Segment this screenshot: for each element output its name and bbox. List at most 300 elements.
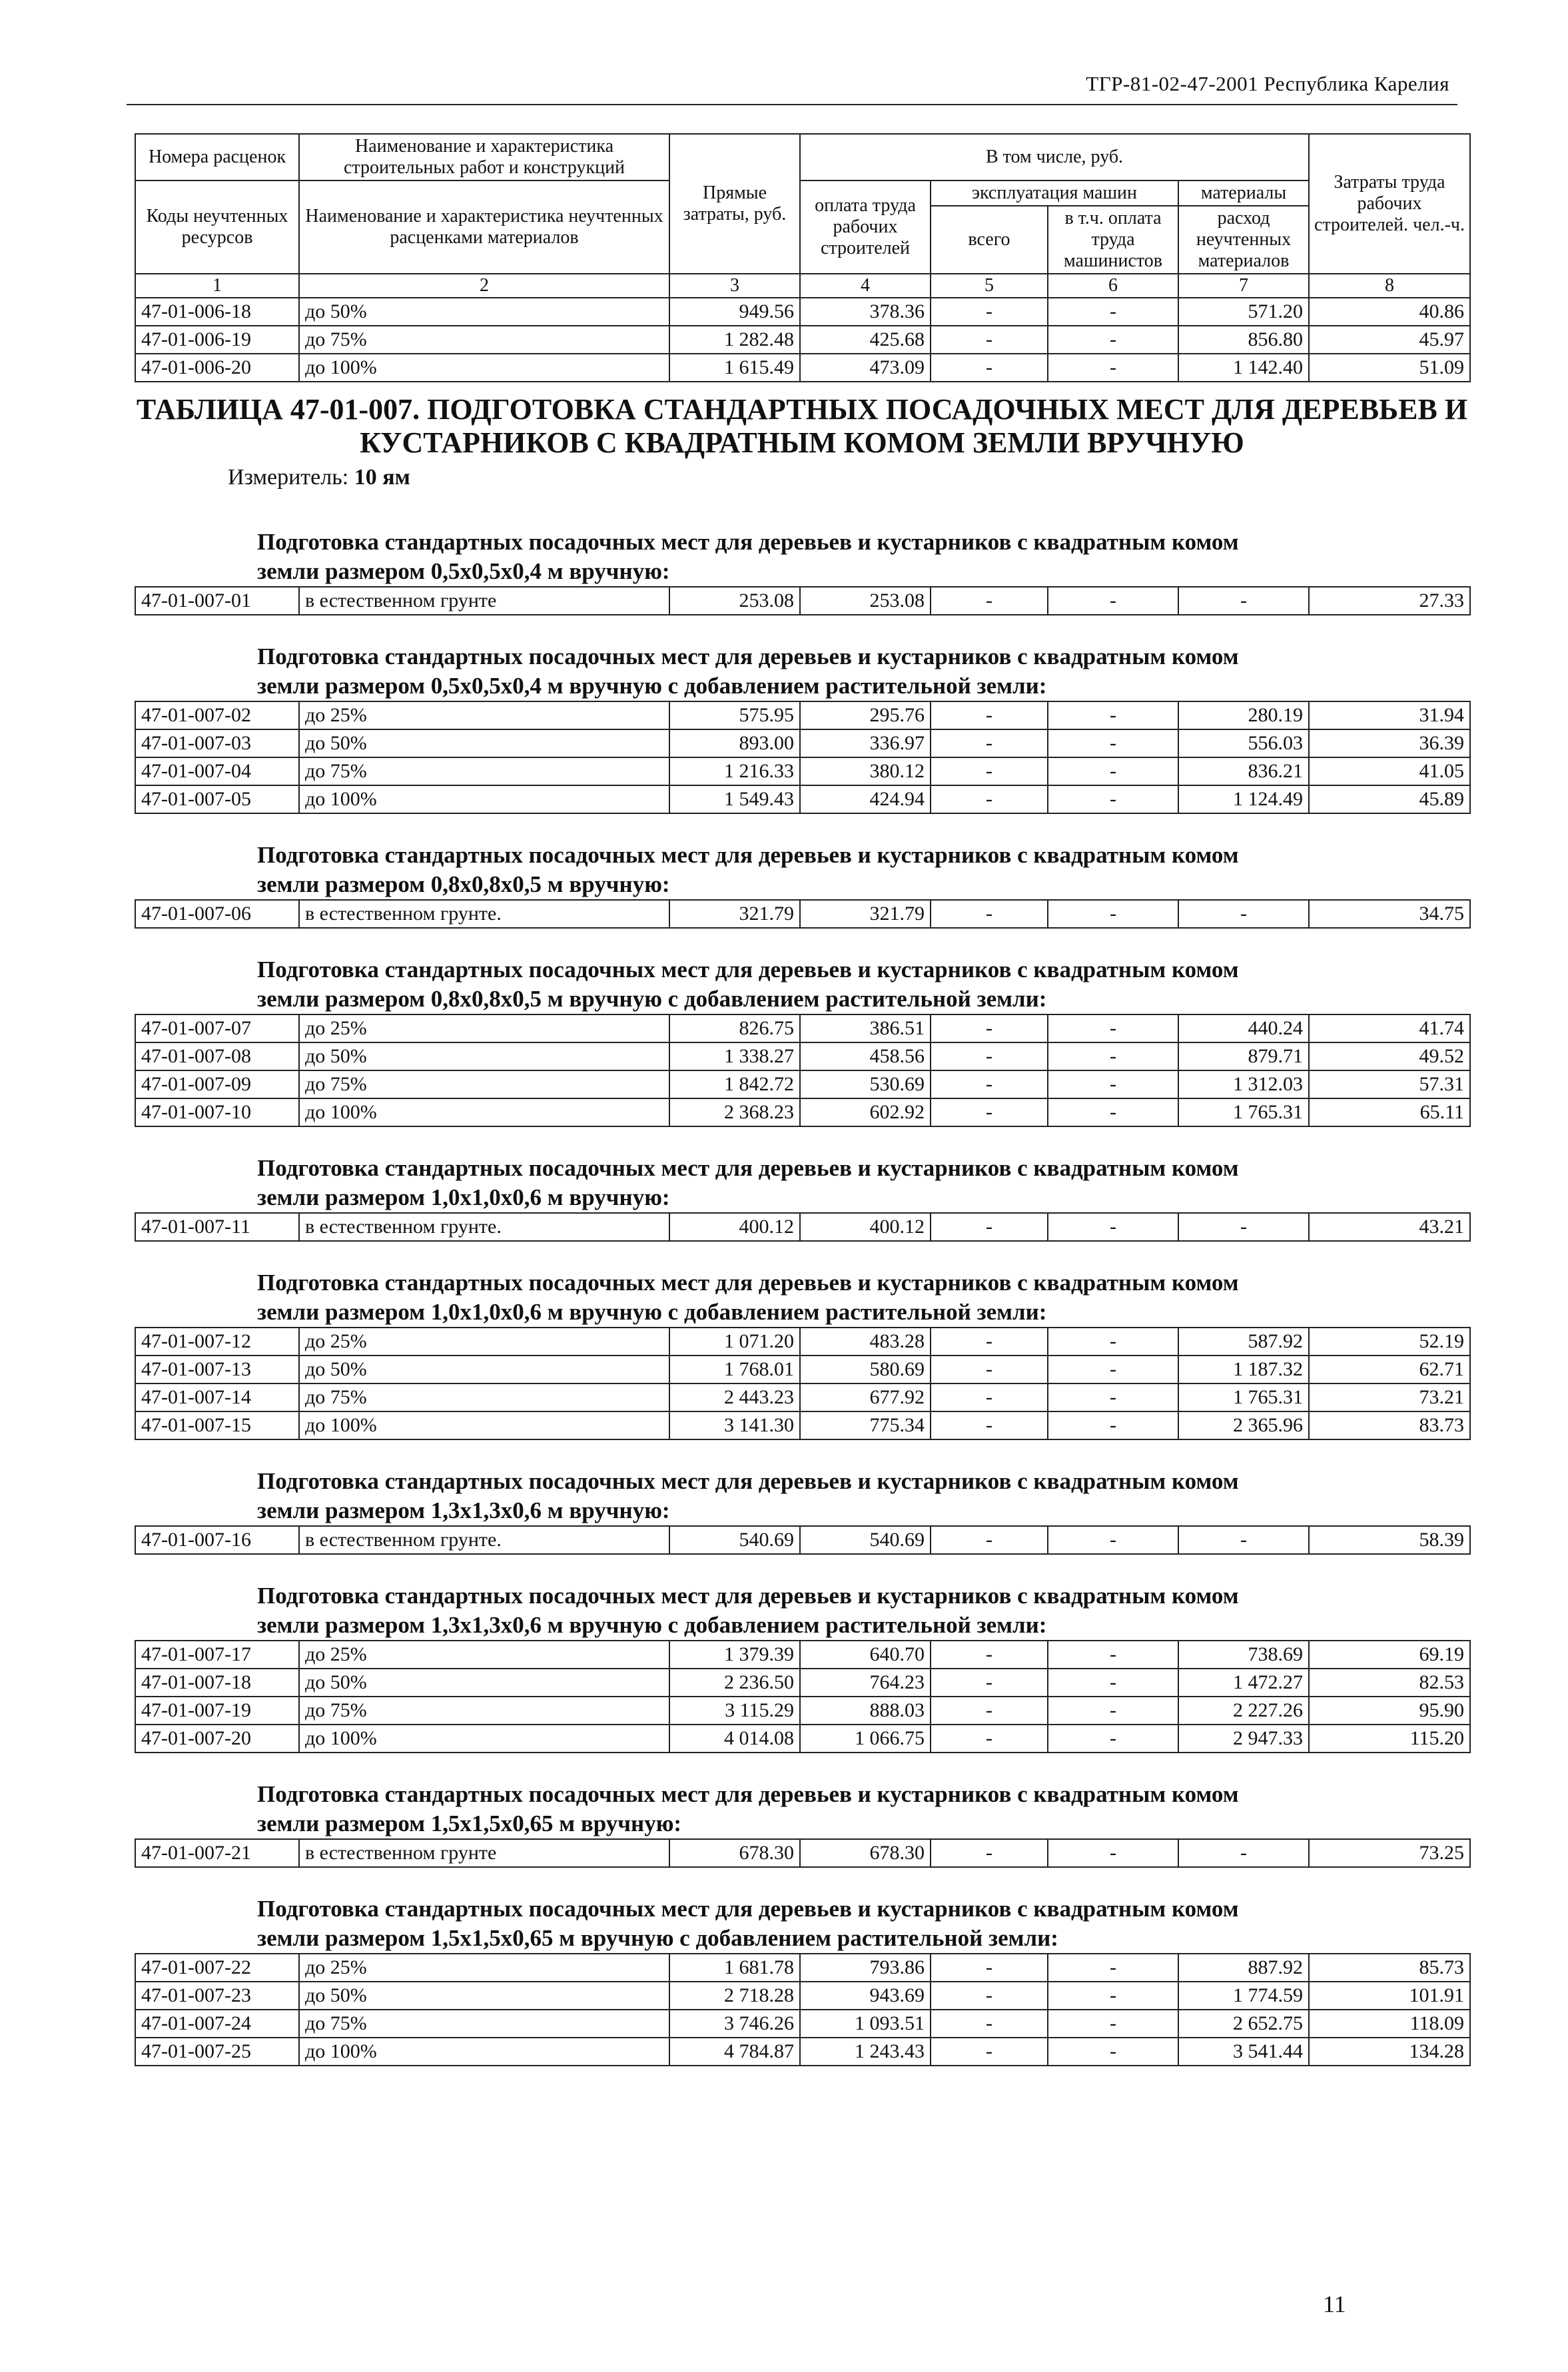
section-title (135, 814, 1469, 899)
row-direct: 1 549.43 (669, 785, 800, 813)
row-name: до 25% (299, 1014, 669, 1042)
row-labor-pay: 380.12 (800, 757, 931, 785)
table-row (135, 1070, 1470, 1098)
table-row (135, 1954, 1470, 1982)
row-direct: 826.75 (669, 1014, 800, 1042)
row-code: 47-01-007-14 (135, 1384, 299, 1411)
row-materials: 1 774.59 (1178, 1982, 1309, 2010)
row-machines-total: - (931, 1098, 1048, 1126)
row-direct: 4 014.08 (669, 1725, 800, 1753)
header-table (135, 133, 1471, 382)
row-code: 47-01-007-02 (135, 701, 299, 729)
table-row (135, 298, 1470, 326)
row-machines-total: - (931, 326, 1048, 354)
row-machines-total: - (931, 1042, 1048, 1070)
row-machines-operators: - (1048, 1014, 1178, 1042)
row-labor: 85.73 (1309, 1954, 1470, 1982)
row-materials: 879.71 (1178, 1042, 1309, 1070)
row-materials: 3 541.44 (1178, 2038, 1309, 2066)
row-name: до 50% (299, 729, 669, 757)
row-machines-total: - (931, 354, 1048, 382)
row-materials: - (1178, 1213, 1309, 1241)
row-materials: 587.92 (1178, 1328, 1309, 1356)
row-labor: 82.53 (1309, 1669, 1470, 1697)
row-machines-total: - (931, 1982, 1048, 2010)
measure (228, 465, 1469, 490)
row-labor-pay: 1 243.43 (800, 2038, 931, 2066)
row-labor: 36.39 (1309, 729, 1470, 757)
row-materials: 1 765.31 (1178, 1098, 1309, 1126)
row-labor-pay: 943.69 (800, 1982, 931, 2010)
section-title (135, 929, 1469, 1014)
row-labor: 115.20 (1309, 1725, 1470, 1753)
row-labor: 69.19 (1309, 1641, 1470, 1669)
row-machines-total: - (931, 2010, 1048, 2038)
rate-sheet (135, 133, 1469, 2066)
row-labor: 57.31 (1309, 1070, 1470, 1098)
row-code: 47-01-007-09 (135, 1070, 299, 1098)
row-name: до 100% (299, 1098, 669, 1126)
row-labor-pay: 530.69 (800, 1070, 931, 1098)
row-machines-total: - (931, 1954, 1048, 1982)
row-direct: 949.56 (669, 298, 800, 326)
row-name: до 50% (299, 1669, 669, 1697)
row-labor-pay: 640.70 (800, 1641, 931, 1669)
section-title-line1: Подготовка стандартных посадочных мест для деревьев и кустарников с квадратным комом (257, 842, 1239, 868)
section-table (135, 1640, 1471, 1753)
row-machines-total: - (931, 1697, 1048, 1725)
row-machines-operators: - (1048, 1356, 1178, 1384)
row-labor-pay: 678.30 (800, 1839, 931, 1867)
row-direct: 1 338.27 (669, 1042, 800, 1070)
row-code: 47-01-006-18 (135, 298, 299, 326)
row-code: 47-01-007-06 (135, 900, 299, 928)
row-name: до 25% (299, 1328, 669, 1356)
section-title-line2: земли размером 0,8х0,8х0,5 м вручную: (257, 871, 670, 897)
col-machines: эксплуатация машин (931, 181, 1178, 206)
row-name: до 75% (299, 1697, 669, 1725)
row-code: 47-01-007-12 (135, 1328, 299, 1356)
row-name: до 75% (299, 2010, 669, 2038)
section-table (135, 1327, 1471, 1440)
col-code-bottom: Коды неучтенных ресурсов (135, 181, 299, 274)
row-code: 47-01-007-01 (135, 587, 299, 615)
table-row (135, 1982, 1470, 2010)
row-machines-operators: - (1048, 587, 1178, 615)
row-labor-pay: 764.23 (800, 1669, 931, 1697)
table-title-line1: ТАБЛИЦА 47-01-007. ПОДГОТОВКА СТАНДАРТНЫХ ПОСАДОЧНЫХ МЕСТ ДЛЯ ДЕРЕВЬЕВ И (136, 393, 1468, 426)
row-materials: 856.80 (1178, 326, 1309, 354)
row-materials: 1 142.40 (1178, 354, 1309, 382)
table-title (135, 382, 1469, 460)
row-materials: 2 227.26 (1178, 1697, 1309, 1725)
row-machines-total: - (931, 1328, 1048, 1356)
page-number: 11 (1323, 2291, 1346, 2317)
section-table (135, 1525, 1471, 1555)
row-labor: 101.91 (1309, 1982, 1470, 2010)
section-title-line2: земли размером 1,3х1,3х0,6 м вручную с добавлением растительной земли: (257, 1612, 1047, 1638)
row-name: до 100% (299, 354, 669, 382)
section-title-line2: земли размером 1,3х1,3х0,6 м вручную: (257, 1497, 670, 1523)
row-name: до 100% (299, 1411, 669, 1439)
col-number: 7 (1178, 274, 1309, 298)
row-labor: 83.73 (1309, 1411, 1470, 1439)
row-machines-operators: - (1048, 1954, 1178, 1982)
row-machines-operators: - (1048, 326, 1178, 354)
row-labor-pay: 602.92 (800, 1098, 931, 1126)
row-labor-pay: 321.79 (800, 900, 931, 928)
row-code: 47-01-007-13 (135, 1356, 299, 1384)
row-labor: 31.94 (1309, 701, 1470, 729)
row-labor-pay: 473.09 (800, 354, 931, 382)
row-direct: 1 216.33 (669, 757, 800, 785)
row-labor-pay: 775.34 (800, 1411, 931, 1439)
row-materials: - (1178, 900, 1309, 928)
row-machines-total: - (931, 1384, 1048, 1411)
row-labor-pay: 888.03 (800, 1697, 931, 1725)
row-materials: 2 365.96 (1178, 1411, 1309, 1439)
section-table (135, 701, 1471, 814)
row-name: до 50% (299, 1356, 669, 1384)
row-machines-total: - (931, 1014, 1048, 1042)
row-labor-pay: 540.69 (800, 1526, 931, 1554)
column-numbers (135, 274, 1470, 298)
row-materials: 556.03 (1178, 729, 1309, 757)
row-labor-pay: 400.12 (800, 1213, 931, 1241)
row-direct: 400.12 (669, 1213, 800, 1241)
row-labor: 41.05 (1309, 757, 1470, 785)
section-title-line2: земли размером 1,0х1,0х0,6 м вручную с добавлением растительной земли: (257, 1299, 1047, 1325)
row-name: в естественном грунте (299, 1839, 669, 1867)
row-labor: 62.71 (1309, 1356, 1470, 1384)
row-direct: 1 071.20 (669, 1328, 800, 1356)
document-code: ТГР-81-02-47-2001 Республика Карелия (1086, 72, 1449, 95)
row-labor-pay: 580.69 (800, 1356, 931, 1384)
row-labor-pay: 483.28 (800, 1328, 931, 1356)
col-number: 6 (1048, 274, 1178, 298)
row-direct: 4 784.87 (669, 2038, 800, 2066)
row-direct: 2 718.28 (669, 1982, 800, 2010)
row-direct: 1 615.49 (669, 354, 800, 382)
row-labor-pay: 253.08 (800, 587, 931, 615)
row-direct: 2 236.50 (669, 1669, 800, 1697)
section-title-line1: Подготовка стандартных посадочных мест для деревьев и кустарников с квадратным комом (257, 1583, 1239, 1609)
row-materials: - (1178, 587, 1309, 615)
row-labor: 27.33 (1309, 587, 1470, 615)
row-machines-operators: - (1048, 1098, 1178, 1126)
col-number: 2 (299, 274, 669, 298)
row-machines-total: - (931, 298, 1048, 326)
row-direct: 1 842.72 (669, 1070, 800, 1098)
row-labor: 40.86 (1309, 298, 1470, 326)
row-materials: 571.20 (1178, 298, 1309, 326)
row-materials: 1 765.31 (1178, 1384, 1309, 1411)
section-title-line1: Подготовка стандартных посадочных мест для деревьев и кустарников с квадратным комом (257, 1896, 1239, 1922)
row-name: до 100% (299, 785, 669, 813)
section-title-line1: Подготовка стандартных посадочных мест для деревьев и кустарников с квадратным комом (257, 957, 1239, 983)
row-machines-operators: - (1048, 1384, 1178, 1411)
row-labor-pay: 458.56 (800, 1042, 931, 1070)
row-code: 47-01-006-20 (135, 354, 299, 382)
section-table (135, 1014, 1471, 1127)
row-materials: 2 652.75 (1178, 2010, 1309, 2038)
row-machines-operators: - (1048, 900, 1178, 928)
row-direct: 3 141.30 (669, 1411, 800, 1439)
row-machines-operators: - (1048, 1839, 1178, 1867)
col-number: 3 (669, 274, 800, 298)
table-row (135, 785, 1470, 813)
row-name: до 50% (299, 1982, 669, 2010)
top-rows (135, 298, 1470, 382)
col-incl: В том числе, руб. (800, 134, 1309, 181)
row-labor: 95.90 (1309, 1697, 1470, 1725)
table-row (135, 1356, 1470, 1384)
row-name: до 25% (299, 701, 669, 729)
table-row (135, 701, 1470, 729)
section-title-line2: земли размером 1,5х1,5х0,65 м вручную с добавлением растительной земли: (257, 1925, 1058, 1951)
row-name: до 25% (299, 1641, 669, 1669)
row-name: в естественном грунте. (299, 1526, 669, 1554)
measure-label: Измеритель: (228, 465, 349, 490)
table-row (135, 2010, 1470, 2038)
row-materials: 280.19 (1178, 701, 1309, 729)
row-code: 47-01-007-16 (135, 1526, 299, 1554)
table-row (135, 1839, 1470, 1867)
row-machines-operators: - (1048, 1328, 1178, 1356)
row-machines-operators: - (1048, 785, 1178, 813)
section-title-line1: Подготовка стандартных посадочных мест для деревьев и кустарников с квадратным комом (257, 643, 1239, 669)
row-direct: 1 282.48 (669, 326, 800, 354)
col-number: 5 (931, 274, 1048, 298)
table-row (135, 587, 1470, 615)
row-machines-total: - (931, 1725, 1048, 1753)
col-code-top: Номера расценок (135, 134, 299, 181)
section-title (135, 1242, 1469, 1327)
row-machines-operators: - (1048, 2038, 1178, 2066)
row-machines-total: - (931, 900, 1048, 928)
row-labor: 52.19 (1309, 1328, 1470, 1356)
row-direct: 1 768.01 (669, 1356, 800, 1384)
measure-value: 10 ям (354, 465, 410, 490)
row-machines-operators: - (1048, 1697, 1178, 1725)
row-labor-pay: 677.92 (800, 1384, 931, 1411)
row-machines-total: - (931, 1070, 1048, 1098)
row-name: до 75% (299, 1384, 669, 1411)
table-row (135, 1526, 1470, 1554)
row-materials: 1 472.27 (1178, 1669, 1309, 1697)
section-title-line2: земли размером 1,0х1,0х0,6 м вручную: (257, 1184, 670, 1210)
row-machines-operators: - (1048, 1982, 1178, 2010)
row-machines-operators: - (1048, 354, 1178, 382)
table-row (135, 757, 1470, 785)
row-machines-total: - (931, 701, 1048, 729)
row-materials: - (1178, 1526, 1309, 1554)
table-row (135, 900, 1470, 928)
row-labor: 41.74 (1309, 1014, 1470, 1042)
row-name: до 75% (299, 1070, 669, 1098)
section-title (135, 1127, 1469, 1212)
row-machines-operators: - (1048, 1411, 1178, 1439)
row-machines-operators: - (1048, 1042, 1178, 1070)
table-row (135, 1328, 1470, 1356)
row-materials: 836.21 (1178, 757, 1309, 785)
section-table (135, 1838, 1471, 1868)
row-labor: 73.25 (1309, 1839, 1470, 1867)
row-code: 47-01-006-19 (135, 326, 299, 354)
row-direct: 678.30 (669, 1839, 800, 1867)
row-machines-operators: - (1048, 1669, 1178, 1697)
row-machines-operators: - (1048, 1213, 1178, 1241)
row-direct: 1 681.78 (669, 1954, 800, 1982)
row-labor: 65.11 (1309, 1098, 1470, 1126)
row-machines-operators: - (1048, 2010, 1178, 2038)
row-direct: 575.95 (669, 701, 800, 729)
row-name: до 100% (299, 1725, 669, 1753)
row-machines-operators: - (1048, 1725, 1178, 1753)
section-table (135, 1953, 1471, 2066)
section-title (135, 1868, 1469, 1953)
row-labor: 34.75 (1309, 900, 1470, 928)
row-machines-operators: - (1048, 729, 1178, 757)
row-code: 47-01-007-25 (135, 2038, 299, 2066)
row-direct: 540.69 (669, 1526, 800, 1554)
table-row (135, 326, 1470, 354)
row-machines-operators: - (1048, 701, 1178, 729)
section-title-line2: земли размером 0,5х0,5х0,4 м вручную: (257, 558, 670, 584)
row-name: до 100% (299, 2038, 669, 2066)
row-machines-total: - (931, 729, 1048, 757)
row-labor: 45.97 (1309, 326, 1470, 354)
section-title (135, 1440, 1469, 1525)
section-title-line2: земли размером 0,5х0,5х0,4 м вручную с добавлением растительной земли: (257, 673, 1047, 699)
row-name: до 75% (299, 757, 669, 785)
row-name: в естественном грунте. (299, 1213, 669, 1241)
col-number: 8 (1309, 274, 1470, 298)
row-labor-pay: 1 066.75 (800, 1725, 931, 1753)
row-materials: - (1178, 1839, 1309, 1867)
row-labor-pay: 1 093.51 (800, 2010, 931, 2038)
row-direct: 893.00 (669, 729, 800, 757)
col-machines-total: всего (931, 206, 1048, 274)
section-title-line1: Подготовка стандартных посадочных мест для деревьев и кустарников с квадратным комом (257, 1155, 1239, 1181)
table-row (135, 354, 1470, 382)
col-materials-unaccounted: расход неучтенных материалов (1178, 206, 1309, 274)
row-machines-total: - (931, 587, 1048, 615)
row-machines-total: - (931, 1356, 1048, 1384)
row-direct: 2 368.23 (669, 1098, 800, 1126)
row-labor-pay: 378.36 (800, 298, 931, 326)
row-machines-total: - (931, 2038, 1048, 2066)
section-title (135, 1753, 1469, 1838)
row-code: 47-01-007-23 (135, 1982, 299, 2010)
table-row (135, 1669, 1470, 1697)
row-direct: 1 379.39 (669, 1641, 800, 1669)
row-machines-total: - (931, 757, 1048, 785)
row-machines-operators: - (1048, 1070, 1178, 1098)
col-machines-operators: в т.ч. оплата труда машинистов (1048, 206, 1178, 274)
col-labor: Затраты труда рабочих строителей. чел.-ч. (1309, 134, 1470, 274)
row-code: 47-01-007-21 (135, 1839, 299, 1867)
row-name: в естественном грунте. (299, 900, 669, 928)
row-name: в естественном грунте (299, 587, 669, 615)
row-name: до 50% (299, 298, 669, 326)
row-code: 47-01-007-10 (135, 1098, 299, 1126)
table-row (135, 1697, 1470, 1725)
row-code: 47-01-007-15 (135, 1411, 299, 1439)
section-title (135, 1555, 1469, 1640)
row-direct: 3 746.26 (669, 2010, 800, 2038)
row-machines-operators: - (1048, 298, 1178, 326)
row-labor-pay: 386.51 (800, 1014, 931, 1042)
table-row (135, 729, 1470, 757)
row-materials: 1 124.49 (1178, 785, 1309, 813)
section-table (135, 586, 1471, 615)
section-title-line2: земли размером 1,5х1,5х0,65 м вручную: (257, 1810, 682, 1836)
row-code: 47-01-007-24 (135, 2010, 299, 2038)
row-labor-pay: 424.94 (800, 785, 931, 813)
col-materials: материалы (1178, 181, 1309, 206)
row-labor: 49.52 (1309, 1042, 1470, 1070)
row-machines-total: - (931, 1526, 1048, 1554)
col-name-bottom: Наименование и характеристика неучтенных расценками материалов (299, 181, 669, 274)
row-code: 47-01-007-05 (135, 785, 299, 813)
table-row (135, 1411, 1470, 1439)
section-table (135, 1212, 1471, 1242)
table-row (135, 1213, 1470, 1241)
row-code: 47-01-007-17 (135, 1641, 299, 1669)
row-machines-operators: - (1048, 757, 1178, 785)
col-number: 4 (800, 274, 931, 298)
row-materials: 738.69 (1178, 1641, 1309, 1669)
row-materials: 440.24 (1178, 1014, 1309, 1042)
row-machines-total: - (931, 1839, 1048, 1867)
section-title-line1: Подготовка стандартных посадочных мест для деревьев и кустарников с квадратным комом (257, 529, 1239, 555)
section-title-line1: Подготовка стандартных посадочных мест для деревьев и кустарников с квадратным комом (257, 1468, 1239, 1494)
row-direct: 3 115.29 (669, 1697, 800, 1725)
row-labor-pay: 793.86 (800, 1954, 931, 1982)
row-direct: 321.79 (669, 900, 800, 928)
col-direct: Прямые затраты, руб. (669, 134, 800, 274)
row-machines-total: - (931, 1641, 1048, 1669)
row-code: 47-01-007-04 (135, 757, 299, 785)
row-materials: 887.92 (1178, 1954, 1309, 1982)
header-rule (127, 104, 1457, 105)
table-row (135, 1384, 1470, 1411)
row-labor: 118.09 (1309, 2010, 1470, 2038)
sections (135, 501, 1469, 2066)
row-labor-pay: 425.68 (800, 326, 931, 354)
row-direct: 253.08 (669, 587, 800, 615)
row-code: 47-01-007-11 (135, 1213, 299, 1241)
row-labor-pay: 295.76 (800, 701, 931, 729)
row-direct: 2 443.23 (669, 1384, 800, 1411)
row-labor: 134.28 (1309, 2038, 1470, 2066)
section-title (135, 615, 1469, 701)
row-materials: 2 947.33 (1178, 1725, 1309, 1753)
table-row (135, 2038, 1470, 2066)
row-labor: 58.39 (1309, 1526, 1470, 1554)
row-code: 47-01-007-20 (135, 1725, 299, 1753)
row-labor-pay: 336.97 (800, 729, 931, 757)
section-title (135, 501, 1469, 586)
row-labor: 51.09 (1309, 354, 1470, 382)
row-name: до 25% (299, 1954, 669, 1982)
row-machines-operators: - (1048, 1641, 1178, 1669)
row-materials: 1 312.03 (1178, 1070, 1309, 1098)
section-table (135, 899, 1471, 929)
row-labor: 43.21 (1309, 1213, 1470, 1241)
row-code: 47-01-007-08 (135, 1042, 299, 1070)
